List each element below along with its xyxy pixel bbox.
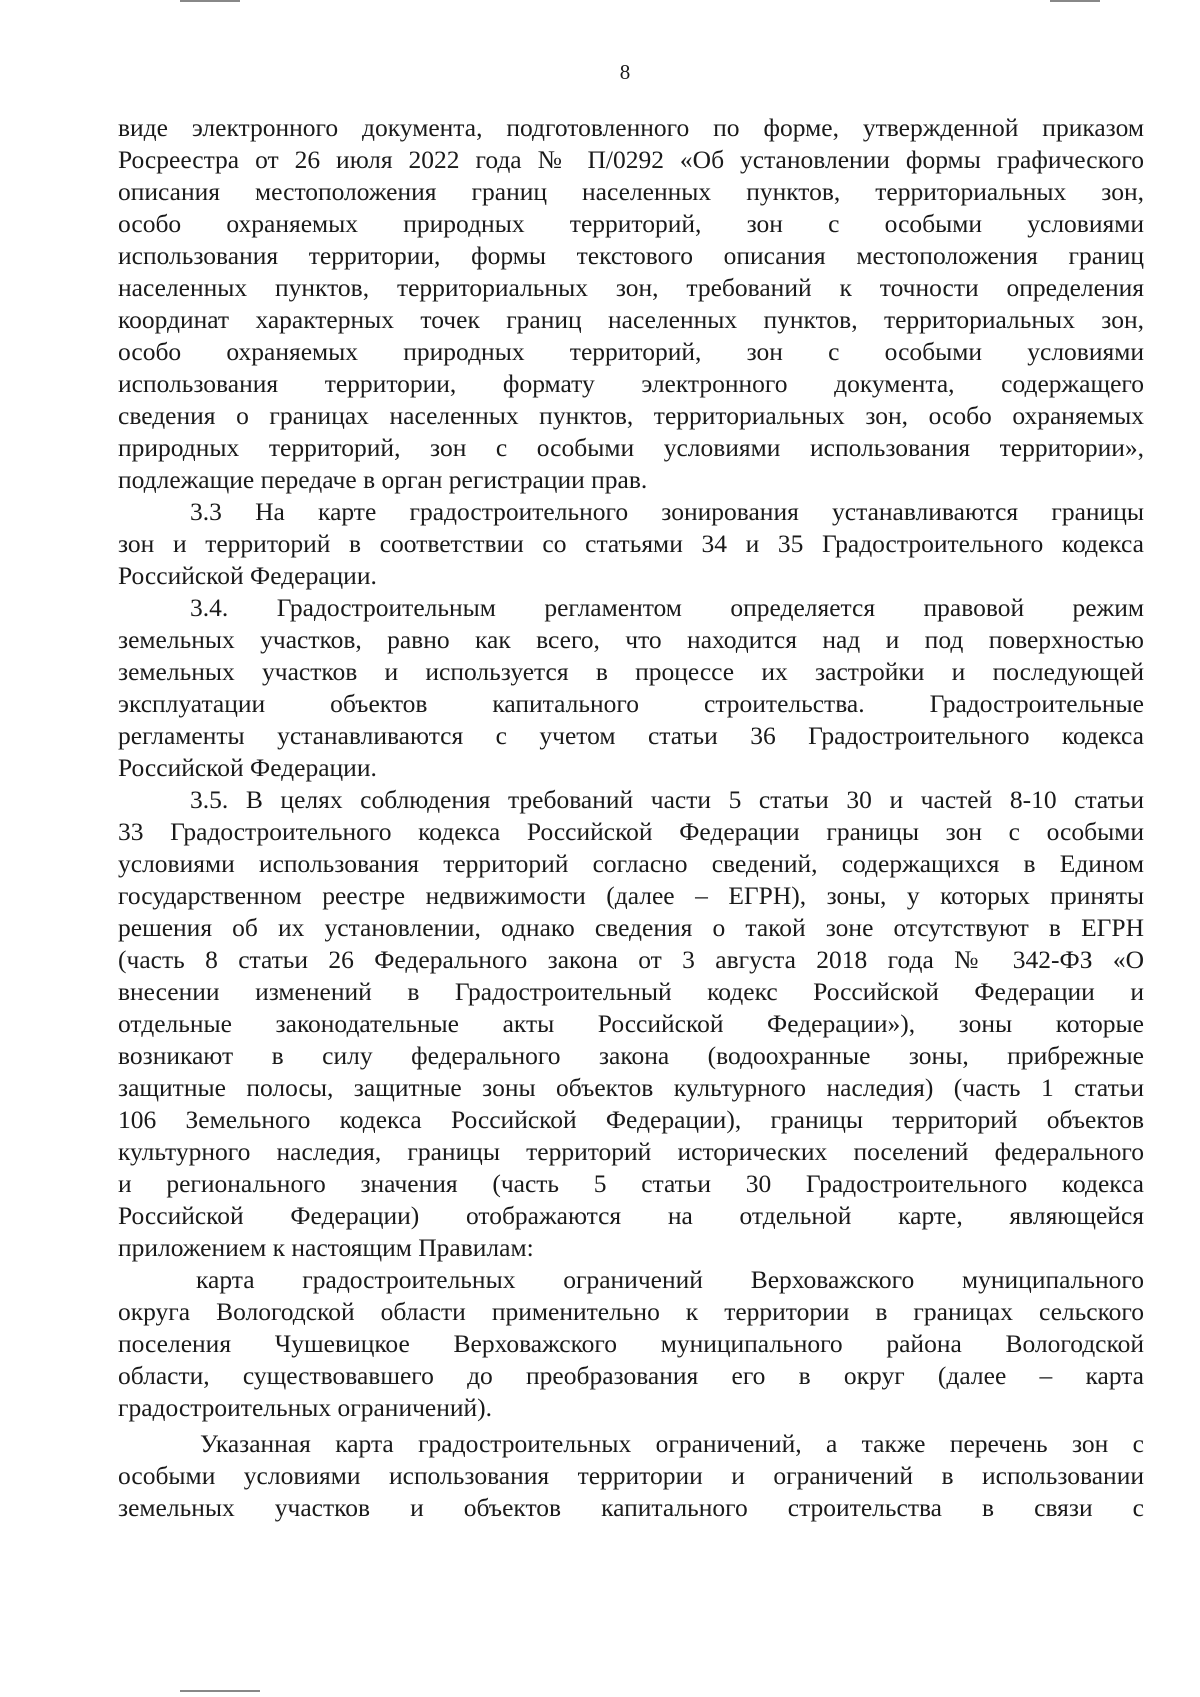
text-line: государственном реестре недвижимости (далее – ЕГРН), зоны, у которых приняты (118, 881, 1144, 910)
text-line: Российской Федерации. (118, 753, 377, 782)
text-line: возникают в силу федерального закона (водоохранные зоны, прибрежные (118, 1041, 1144, 1070)
text-line: регламенты устанавливаются с учетом статьи 36 Градостроительного кодекса (118, 721, 1144, 750)
paragraph-3-3-start: 3.3 На карте градостроительного зонирования устанавливаются границы (190, 497, 1144, 526)
text-line: земельных участков, равно как всего, что находится над и под поверхностью (118, 625, 1144, 654)
text-line: особо охраняемых природных территорий, зон с особыми условиями (118, 209, 1144, 238)
text-line: округа Вологодской области применительно к территории в границах сельского (118, 1297, 1144, 1326)
text-line: Российской Федерации) отображаются на отдельной карте, являющейся (118, 1201, 1144, 1230)
text-line: зон и территорий в соответствии со статьями 34 и 35 Градостроительного кодекса (118, 529, 1144, 558)
text-line: особо охраняемых природных территорий, зон с особыми условиями (118, 337, 1144, 366)
text-line: области, существовавшего до преобразования его в округ (далее – карта (118, 1361, 1144, 1390)
text-line: координат характерных точек границ населенных пунктов, территориальных зон, (118, 305, 1144, 334)
text-line: земельных участков и используется в процессе их застройки и последующей (118, 657, 1144, 686)
text-line: виде электронного документа, подготовленного по форме, утвержденной приказом (118, 113, 1144, 142)
text-line: поселения Чушевицкое Верховажского муниципального района Вологодской (118, 1329, 1144, 1358)
document-body (118, 112, 1144, 1524)
text-line: градостроительных ограничений). (118, 1393, 493, 1422)
text-line: использования территории, формату электронного документа, содержащего (118, 369, 1144, 398)
text-line: защитные полосы, защитные зоны объектов культурного наследия) (часть 1 статьи (118, 1073, 1144, 1102)
text-line: 106 Земельного кодекса Российской Федерации), границы территорий объектов (118, 1105, 1144, 1134)
text-line: природных территорий, зон с особыми условиями использования территории», (118, 433, 1144, 462)
text-line: сведения о границах населенных пунктов, территориальных зон, особо охраняемых (118, 401, 1144, 430)
text-line: Росреестра от 26 июля 2022 года № П/0292 «Об установлении формы графического (118, 145, 1144, 174)
text-line: отдельные законодательные акты Российской Федерации»), зоны которые (118, 1009, 1144, 1038)
text-line: Российской Федерации. (118, 561, 377, 590)
scan-artifact-top-right (1050, 0, 1100, 2)
page-number: 8 (619, 60, 631, 84)
paragraph-3-4-start: 3.4. Градостроительным регламентом определяется правовой режим (190, 593, 1144, 622)
paragraph-map-list-start: Указанная карта градостроительных ограничений, а также перечень зон с (200, 1429, 1144, 1458)
text-line: подлежащие передаче в орган регистрации прав. (118, 465, 648, 494)
text-line: внесении изменений в Градостроительный кодекс Российской Федерации и (118, 977, 1144, 1006)
text-line: особыми условиями использования территории и ограничений в использовании (118, 1461, 1144, 1490)
text-line: условиями использования территорий согласно сведений, содержащихся в Едином (118, 849, 1144, 878)
text-line: (часть 8 статьи 26 Федерального закона от 3 августа 2018 года № 342-ФЗ «О (118, 945, 1144, 974)
paragraph-3-5-start: 3.5. В целях соблюдения требований части 5 статьи 30 и частей 8-10 статьи (190, 785, 1144, 814)
text-line: использования территории, формы текстового описания местоположения границ (118, 241, 1144, 270)
scan-artifact-top-left (180, 0, 240, 2)
map-description-start: карта градостроительных ограничений Верховажского муниципального (196, 1265, 1144, 1294)
text-line: эксплуатации объектов капитального строительства. Градостроительные (118, 689, 1144, 718)
text-line: земельных участков и объектов капитального строительства в связи с (118, 1493, 1144, 1522)
text-line: приложением к настоящим Правилам: (118, 1233, 534, 1262)
scan-artifact-bottom-left (180, 1690, 260, 1692)
text-line: культурного наследия, границы территорий исторических поселений федерального (118, 1137, 1144, 1166)
text-line: решения об их установлении, однако сведения о такой зоне отсутствуют в ЕГРН (118, 913, 1144, 942)
text-line: населенных пунктов, территориальных зон, требований к точности определения (118, 273, 1144, 302)
text-line: описания местоположения границ населенных пунктов, территориальных зон, (118, 177, 1144, 206)
text-line: 33 Градостроительного кодекса Российской Федерации границы зон с особыми (118, 817, 1144, 846)
text-line: и регионального значения (часть 5 статьи 30 Градостроительного кодекса (118, 1169, 1144, 1198)
